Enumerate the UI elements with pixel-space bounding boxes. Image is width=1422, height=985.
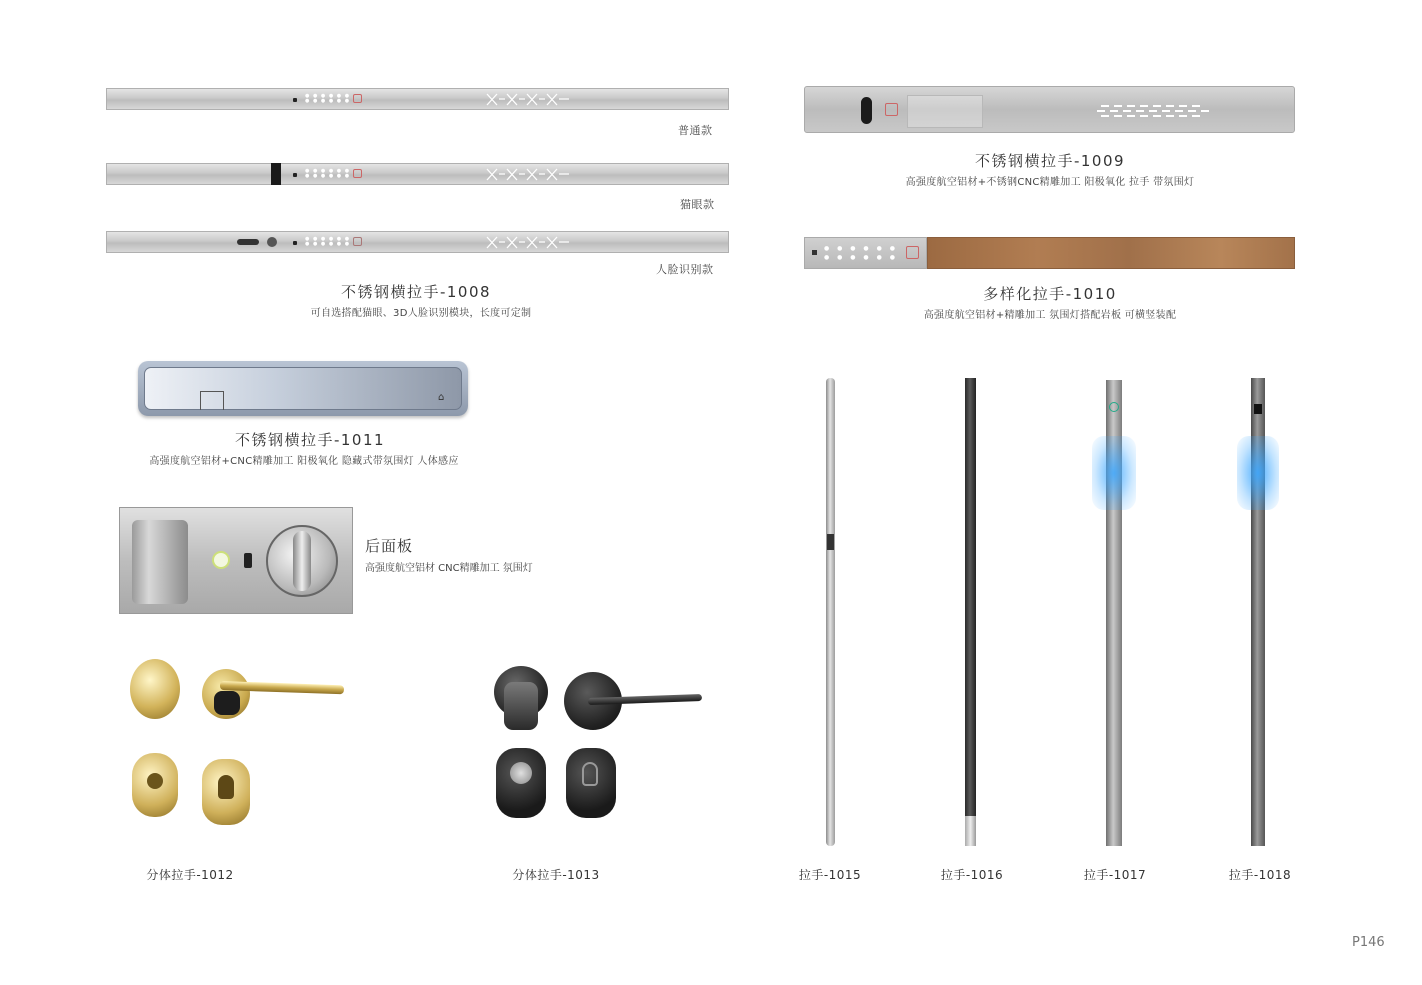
handle-1008-title: 不锈钢横拉手-1008 — [340, 283, 492, 301]
handle-1008-face-id-image: ● ● ● ● ● ● ● ● ● ● ● ● — [106, 231, 729, 253]
handle-1009-title: 不锈钢横拉手-1009 — [974, 152, 1126, 170]
variant-label-standard: 普通款 — [678, 124, 713, 137]
home-icon: ⌂ — [438, 392, 445, 403]
page-number: P146 — [1352, 935, 1385, 950]
split-handle-1013-label: 分体拉手-1013 — [512, 868, 600, 882]
vertical-handle-1015-label: 拉手-1015 — [798, 868, 862, 882]
handle-1008-desc: 可自选搭配猫眼、3D人脸识别模块，长度可定制 — [310, 308, 532, 319]
rear-panel-image — [119, 507, 353, 614]
handle-1010-title: 多样化拉手-1010 — [983, 285, 1117, 303]
vertical-handle-1016-label: 拉手-1016 — [940, 868, 1004, 882]
vertical-handle-1015-image — [826, 378, 835, 846]
variant-label-face-id: 人脸识别款 — [656, 263, 714, 276]
handle-1011-desc: 高强度航空铝材+CNC精雕加工 阳极氧化 隐藏式带氛围灯 人体感应 — [149, 456, 459, 467]
vertical-handle-1016-image — [965, 378, 976, 846]
split-handle-1012-label: 分体拉手-1012 — [146, 868, 234, 882]
rear-panel-title: 后面板 — [365, 537, 414, 555]
rear-panel-desc: 高强度航空铝材 CNC精雕加工 氛围灯 — [365, 563, 533, 574]
split-handle-1013-image — [490, 662, 710, 832]
vertical-handle-1018-label: 拉手-1018 — [1228, 868, 1292, 882]
variant-label-peephole: 猫眼款 — [680, 198, 715, 211]
vertical-handle-1017-label: 拉手-1017 — [1083, 868, 1147, 882]
handle-1010-image: ● ● ● ● ● ● ● ● ● ● ● ● — [804, 237, 1295, 269]
handle-1011-image — [138, 361, 468, 416]
handle-1008-peephole-image: ● ● ● ● ● ● ● ● ● ● ● ● — [106, 163, 729, 185]
handle-1009-desc: 高强度航空铝材+不锈钢CNC精雕加工 阳极氧化 拉手 带氛围灯 — [905, 177, 1195, 188]
vertical-handle-1018-image — [1251, 378, 1265, 846]
vertical-handle-1017-image — [1106, 380, 1122, 846]
handle-1009-image — [804, 86, 1295, 133]
handle-1010-desc: 高强度航空铝材+精雕加工 氛围灯搭配岩板 可横竖装配 — [923, 310, 1177, 321]
split-handle-1012-image — [128, 655, 348, 830]
handle-1008-standard-image: ● ● ● ● ● ● ● ● ● ● ● ● — [106, 88, 729, 110]
handle-1011-title: 不锈钢横拉手-1011 — [234, 431, 386, 449]
